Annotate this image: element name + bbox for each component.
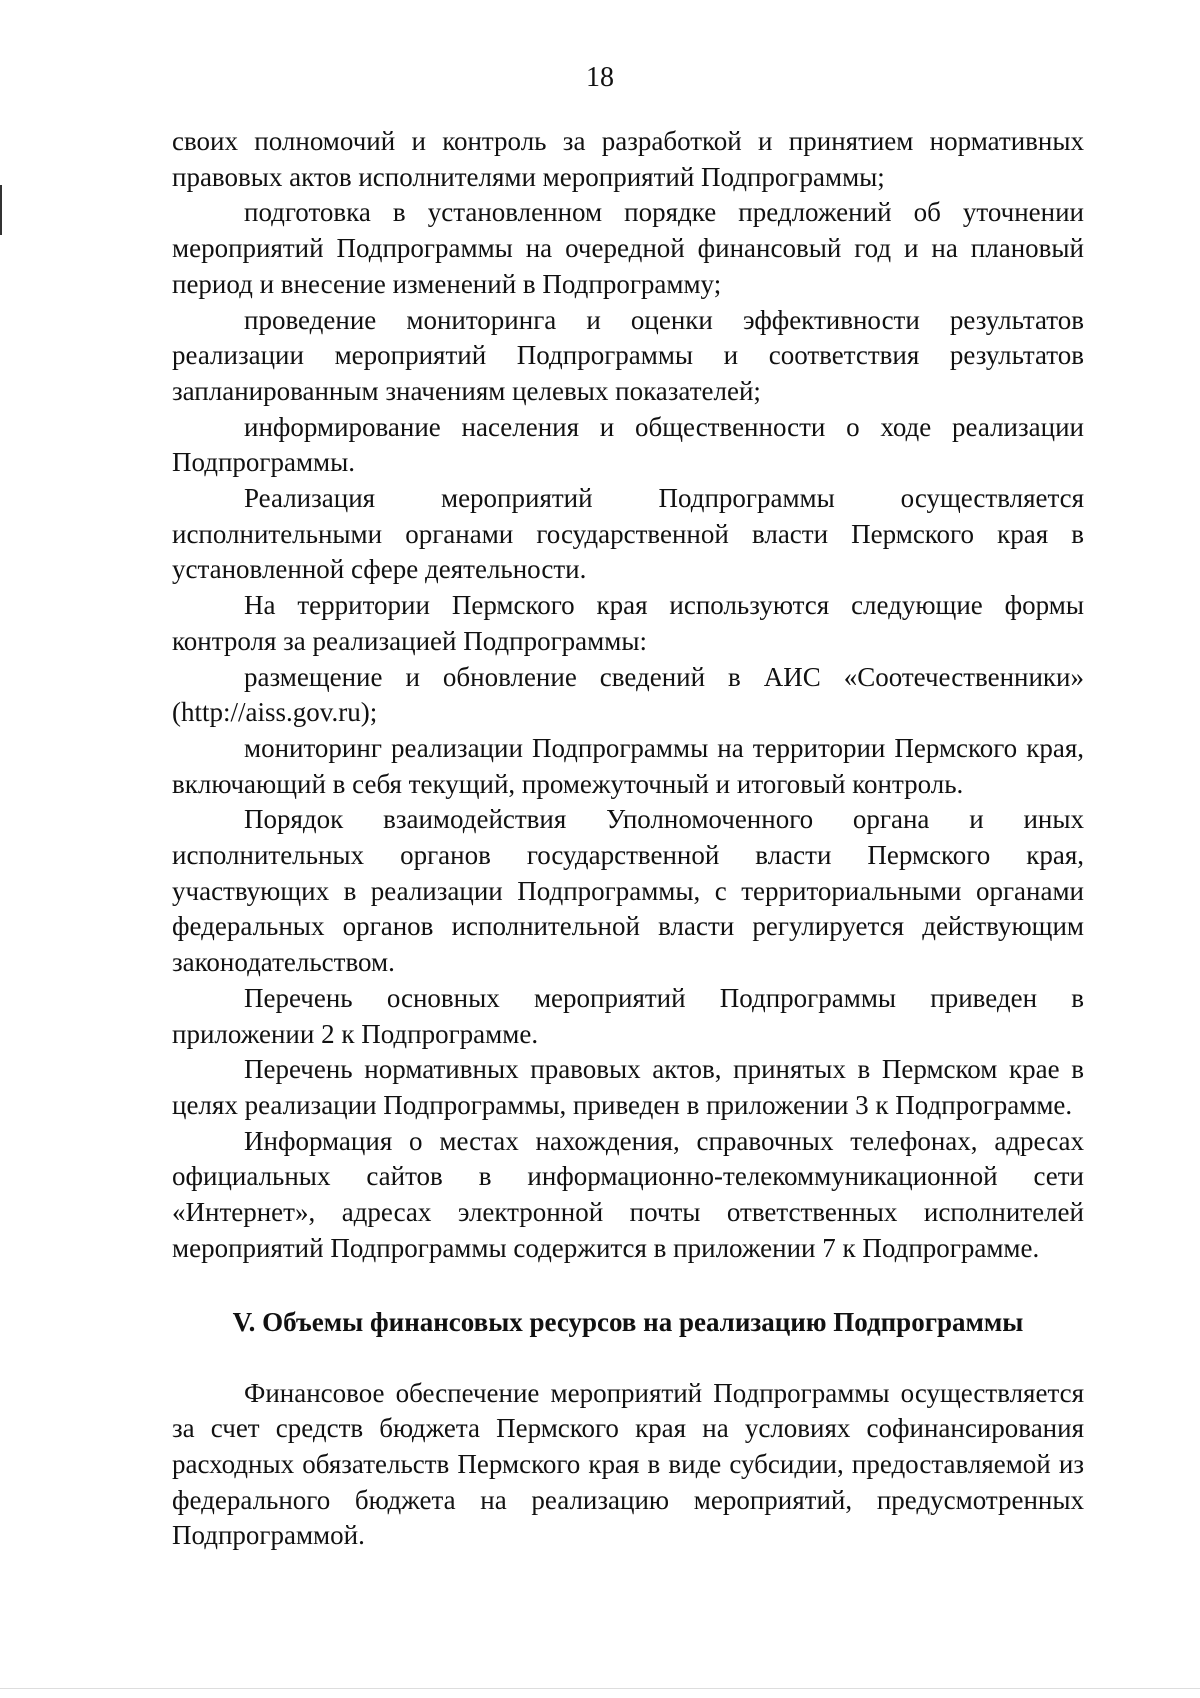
scan-bottom-edge [0, 1688, 1200, 1689]
paragraph: Информация о местах нахождения, справочных телефонах, адресах официальных сайтов в информационно-телекоммуникационной сети «Интернет», адресах электронной почты ответственных исполнителей мероприятий Подпрограммы содержится в приложении 7 к Подпрограмме. [172, 1125, 1084, 1263]
paragraph: своих полномочий и контроль за разработкой и принятием нормативных правовых актов исполнителями мероприятий Подпрограммы; [172, 126, 1084, 192]
paragraph: Финансовое обеспечение мероприятий Подпрограммы осуществляется за счет средств бюджета Пермского края на условиях софинансирования расходных обязательств Пермского края в виде субсидии, предоставляемой из федерального бюджета на реализацию мероприятий, предусмотренных Подпрограммой. [172, 1377, 1084, 1551]
paragraph: Порядок взаимодействия Уполномоченного органа и иных исполнительных органов государственной власти Пермского края, участвующих в реализации Подпрограммы, с территориальными органами федеральных органов исполнительной власти регулируется действующим законодательством. [172, 804, 1084, 978]
paragraph: Реализация мероприятий Подпрограммы осуществляется исполнительными органами государственной власти Пермского края в установленной сфере деятельности. [172, 483, 1084, 585]
paragraph: проведение мониторинга и оценки эффективности результатов реализации мероприятий Подпрограммы и соответствия результатов запланированным значениям целевых показателей; [172, 304, 1084, 406]
document-body [172, 124, 1084, 1554]
paragraph: Перечень нормативных правовых актов, принятых в Пермском крае в целях реализации Подпрограммы, приведен в приложении 3 к Подпрограмме. [172, 1054, 1084, 1120]
paragraph: мониторинг реализации Подпрограммы на территории Пермского края, включающий в себя текущий, промежуточный и итоговый контроль. [172, 732, 1084, 799]
page-number: 18 [586, 62, 614, 93]
scan-margin-mark [0, 185, 2, 235]
paragraph: Перечень основных мероприятий Подпрограммы приведен в приложении 2 к Подпрограмме. [172, 982, 1084, 1049]
paragraph: На территории Пермского края используются следующие формы контроля за реализацией Подпрограммы: [172, 590, 1084, 656]
paragraph: информирование населения и общественности о ходе реализации Подпрограммы. [172, 411, 1084, 478]
paragraph: размещение и обновление сведений в АИС «Соотечественники» (http://aiss.gov.ru); [172, 661, 1084, 728]
section-title: V. Объемы финансовых ресурсов на реализацию Подпрограммы [232, 1306, 1024, 1337]
paragraph: подготовка в установленном порядке предложений об уточнении мероприятий Подпрограммы на очередной финансовый год и на плановый период и внесение изменений в Подпрограмму; [172, 197, 1084, 299]
